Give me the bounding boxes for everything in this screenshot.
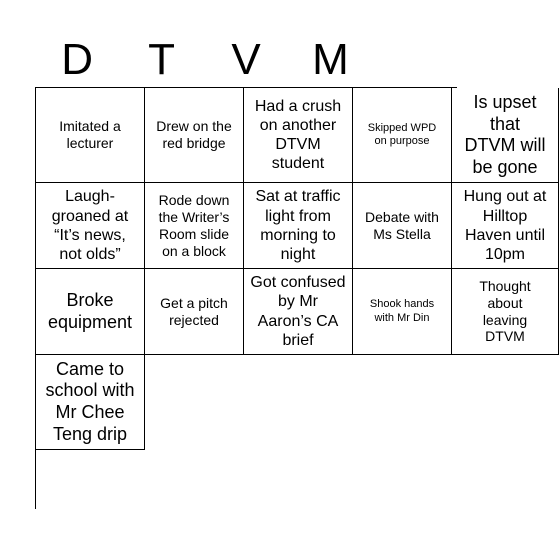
bingo-cell[interactable] xyxy=(145,88,244,183)
cell-text: Hung out at Hilltop Haven until 10pm xyxy=(463,188,547,263)
bingo-cell[interactable] xyxy=(36,183,145,269)
cell-text: Debate with Ms Stella xyxy=(365,208,439,242)
bingo-cell[interactable] xyxy=(36,88,145,183)
bingo-cell[interactable] xyxy=(452,183,559,269)
bingo-board xyxy=(35,87,547,509)
bingo-cell[interactable] xyxy=(36,269,145,355)
cell-text: Skipped WPD on purpose xyxy=(367,122,437,148)
cell-text: Thought about leaving DTVM xyxy=(479,277,531,345)
bingo-cell[interactable] xyxy=(353,88,452,183)
bingo-cell[interactable] xyxy=(244,269,353,355)
cell-text: Rode down the Writer’s Room slide on a block xyxy=(158,192,230,259)
cell-text: Broke equipment xyxy=(47,289,133,332)
cell-text: Imitated a lecturer xyxy=(59,118,121,152)
bingo-cell[interactable] xyxy=(452,88,559,183)
header-letter-t: T xyxy=(148,35,176,84)
cell-text: Had a crush on another DTVM student xyxy=(254,97,342,173)
bingo-cell[interactable] xyxy=(145,269,244,355)
bingo-cell[interactable] xyxy=(36,355,145,450)
bingo-header xyxy=(35,34,457,86)
cell-text: Laugh-groaned at “It’s news, not olds” xyxy=(51,188,129,263)
bingo-cell[interactable] xyxy=(353,269,452,355)
cell-text: Came to school with Mr Chee Teng drip xyxy=(45,358,135,444)
header-letter-v: V xyxy=(231,35,261,84)
cell-text: Got confused by Mr Aaron’s CA brief xyxy=(250,274,346,349)
bingo-cell[interactable] xyxy=(353,183,452,269)
header-letter-m: M xyxy=(312,35,349,84)
cell-text: Is upset that DTVM will be gone xyxy=(464,92,546,177)
bingo-cell[interactable] xyxy=(452,269,559,355)
cell-text: Get a pitch rejected xyxy=(160,294,228,328)
bingo-cell[interactable] xyxy=(145,183,244,269)
cell-text: Sat at traffic light from morning to night xyxy=(255,188,341,263)
bingo-cell[interactable] xyxy=(244,183,353,269)
cell-text: Shook hands with Mr Din xyxy=(369,298,435,324)
bingo-cell[interactable] xyxy=(244,88,353,183)
cell-text: Drew on the red bridge xyxy=(156,118,232,152)
header-letter-d: D xyxy=(61,35,94,84)
